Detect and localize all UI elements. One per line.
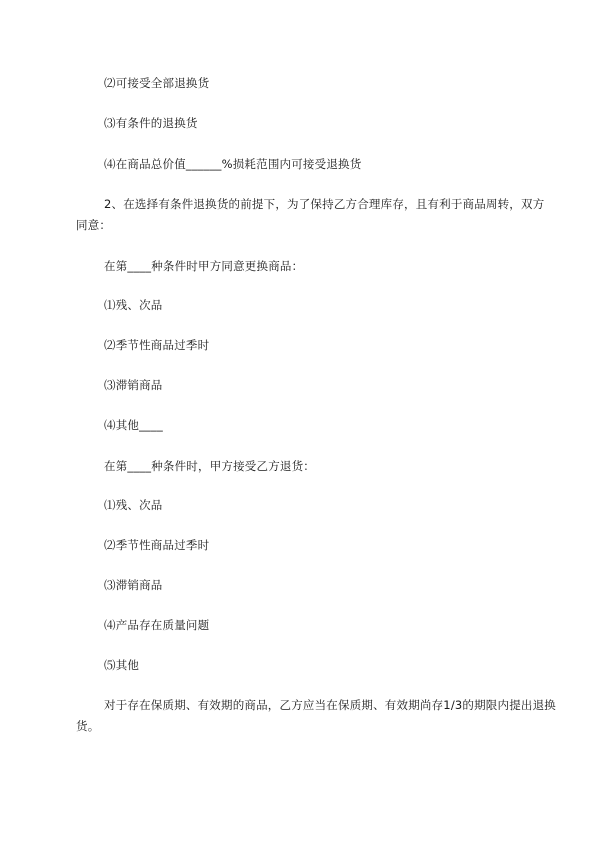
option-loss-range-returns: ⑷在商品总价值______%损耗范围内可接受退换货 [104, 157, 362, 171]
exchange-condition-item-3: ⑶滞销商品 [104, 378, 163, 392]
exchange-condition-item-1: ⑴残、次品 [104, 298, 163, 312]
option-accept-all-returns: ⑵可接受全部退换货 [104, 76, 210, 90]
return-condition-item-5: ⑸其他 [104, 658, 140, 672]
return-condition-heading: 在第____种条件时，甲方接受乙方退货： [104, 459, 315, 473]
exchange-condition-item-2: ⑵季节性商品过季时 [104, 338, 210, 352]
clause-2-paragraph: 2、在选择有条件退换货的前提下，为了保持乙方合理库存，且有利于商品周转，双方同意： [76, 197, 545, 232]
exchange-condition-item-4: ⑷其他____ [104, 418, 163, 432]
option-conditional-returns: ⑶有条件的退换货 [104, 116, 198, 130]
return-condition-item-2: ⑵季节性商品过季时 [104, 538, 210, 552]
return-condition-item-3: ⑶滞销商品 [104, 578, 163, 592]
shelf-life-paragraph: 对于存在保质期、有效期的商品，乙方应当在保质期、有效期尚存1/3的期限内提出退换货。 [76, 698, 557, 733]
return-condition-item-1: ⑴残、次品 [104, 498, 163, 512]
exchange-condition-heading: 在第____种条件时甲方同意更换商品： [104, 259, 304, 273]
return-condition-item-4: ⑷产品存在质量问题 [104, 618, 210, 632]
